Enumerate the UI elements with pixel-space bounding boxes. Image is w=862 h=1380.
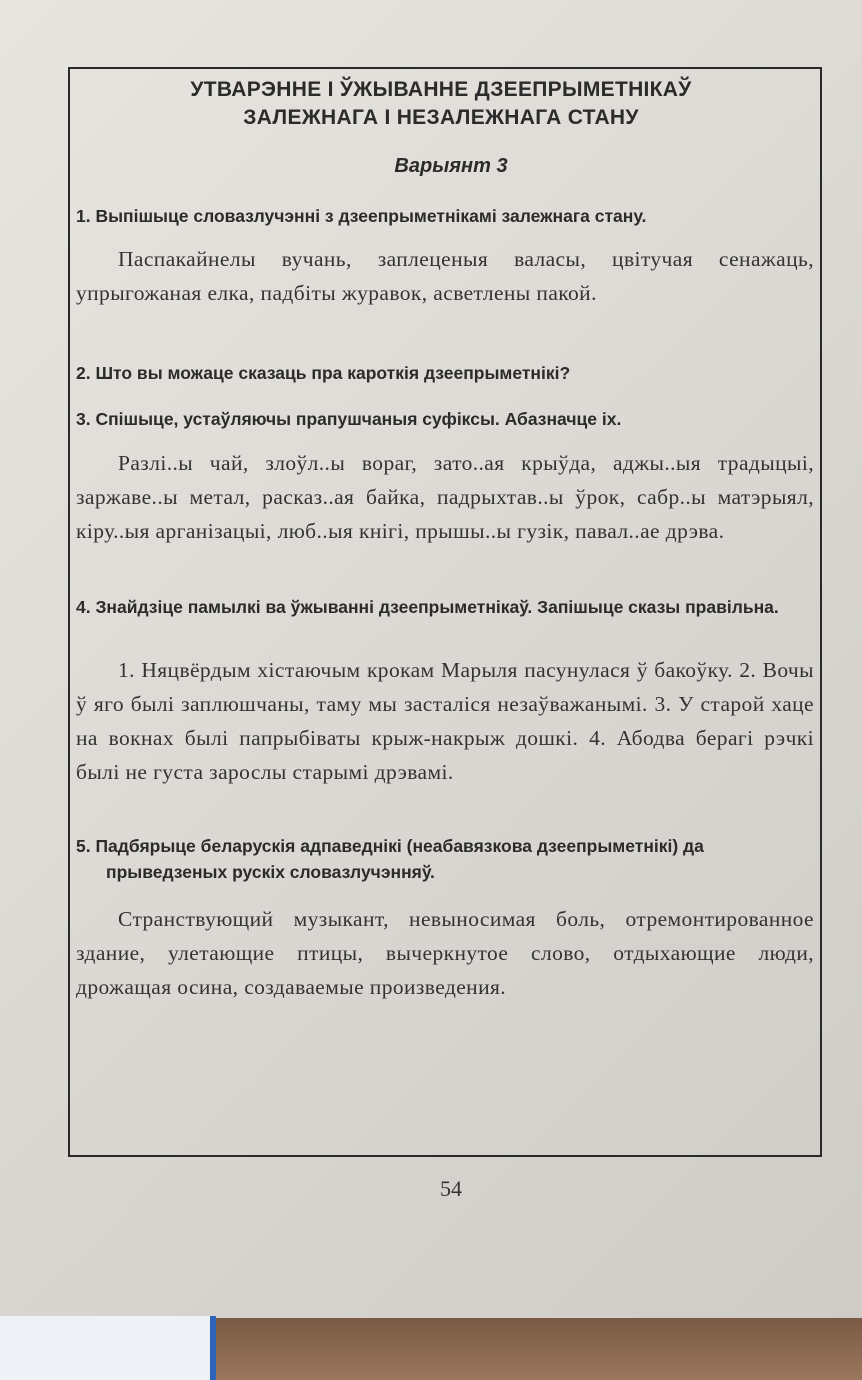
task-5-question: 5. Падбярыце беларускія адпаведнікі (неабавязкова дзеепрыметнікі) да прыведзеных рускіх словазлучэнняў.: [76, 836, 704, 882]
task-4-question: 4. Знайдзіце памылкі ва ўжыванні дзеепрыметнікаў. Запішыце сказы правільна.: [76, 597, 779, 617]
page-number-value: 54: [440, 1176, 462, 1201]
page-number: [0, 1176, 862, 1202]
task-2-question: 2. Што вы можаце сказаць пра кароткія дзеепрыметнікі?: [76, 363, 571, 383]
task-1-text: Паспакайнелы вучань, заплеценыя валасы, цвітучая сенажаць, упрыгожаная елка, падбіты журавок, асветлены пакой.: [76, 247, 814, 305]
notebook-corner: [0, 1316, 216, 1380]
task-1-question: 1. Выпішыце словазлучэнні з дзеепрыметнікамі залежнага стану.: [76, 206, 647, 226]
task-3-question: 3. Спішыце, устаўляючы прапушчаныя суфіксы. Абазначце іх.: [76, 409, 622, 429]
variant-label: Варыянт 3: [394, 155, 508, 177]
variant-heading: [0, 155, 862, 178]
title-line-2: ЗАЛЕЖНАГА І НЕЗАЛЕЖНАГА СТАНУ: [243, 106, 639, 129]
task-3-text: Разлі..ы чай, злоўл..ы вораг, зато..ая крыўда, аджы..ыя традыцыі, заржаве..ы метал, расказ..ая байка, падрыхтав..ы ўрок, сабр..ы матэрыял, кіру..ыя арганізацыі, люб..ыя кнігі, прышы..ы гузік, павал..ае дрэва.: [76, 451, 814, 543]
page-title: [0, 76, 862, 132]
task-4-text: 1. Няцвёрдым хістаючым крокам Марыля пасунулася ў бакоўку. 2. Вочы ў яго былі заплюшчаны, таму мы засталіся незаўважанымі. 3. У старой хаце на вокнах былі папрыбіваты крыж-накрыж дошкі. 4. Абодва берагі рэчкі былі не густа зарослы старымі дрэвамі.: [76, 658, 814, 784]
task-5-text: Странствующий музыкант, невыносимая боль, отремонтированное здание, улетающие птицы, вычеркнутое слово, отдыхающие люди, дрожащая осина, создаваемые произведения.: [76, 907, 814, 999]
title-line-1: УТВАРЭННЕ І ЎЖЫВАННЕ ДЗЕЕПРЫМЕТНІКАЎ: [190, 78, 692, 101]
